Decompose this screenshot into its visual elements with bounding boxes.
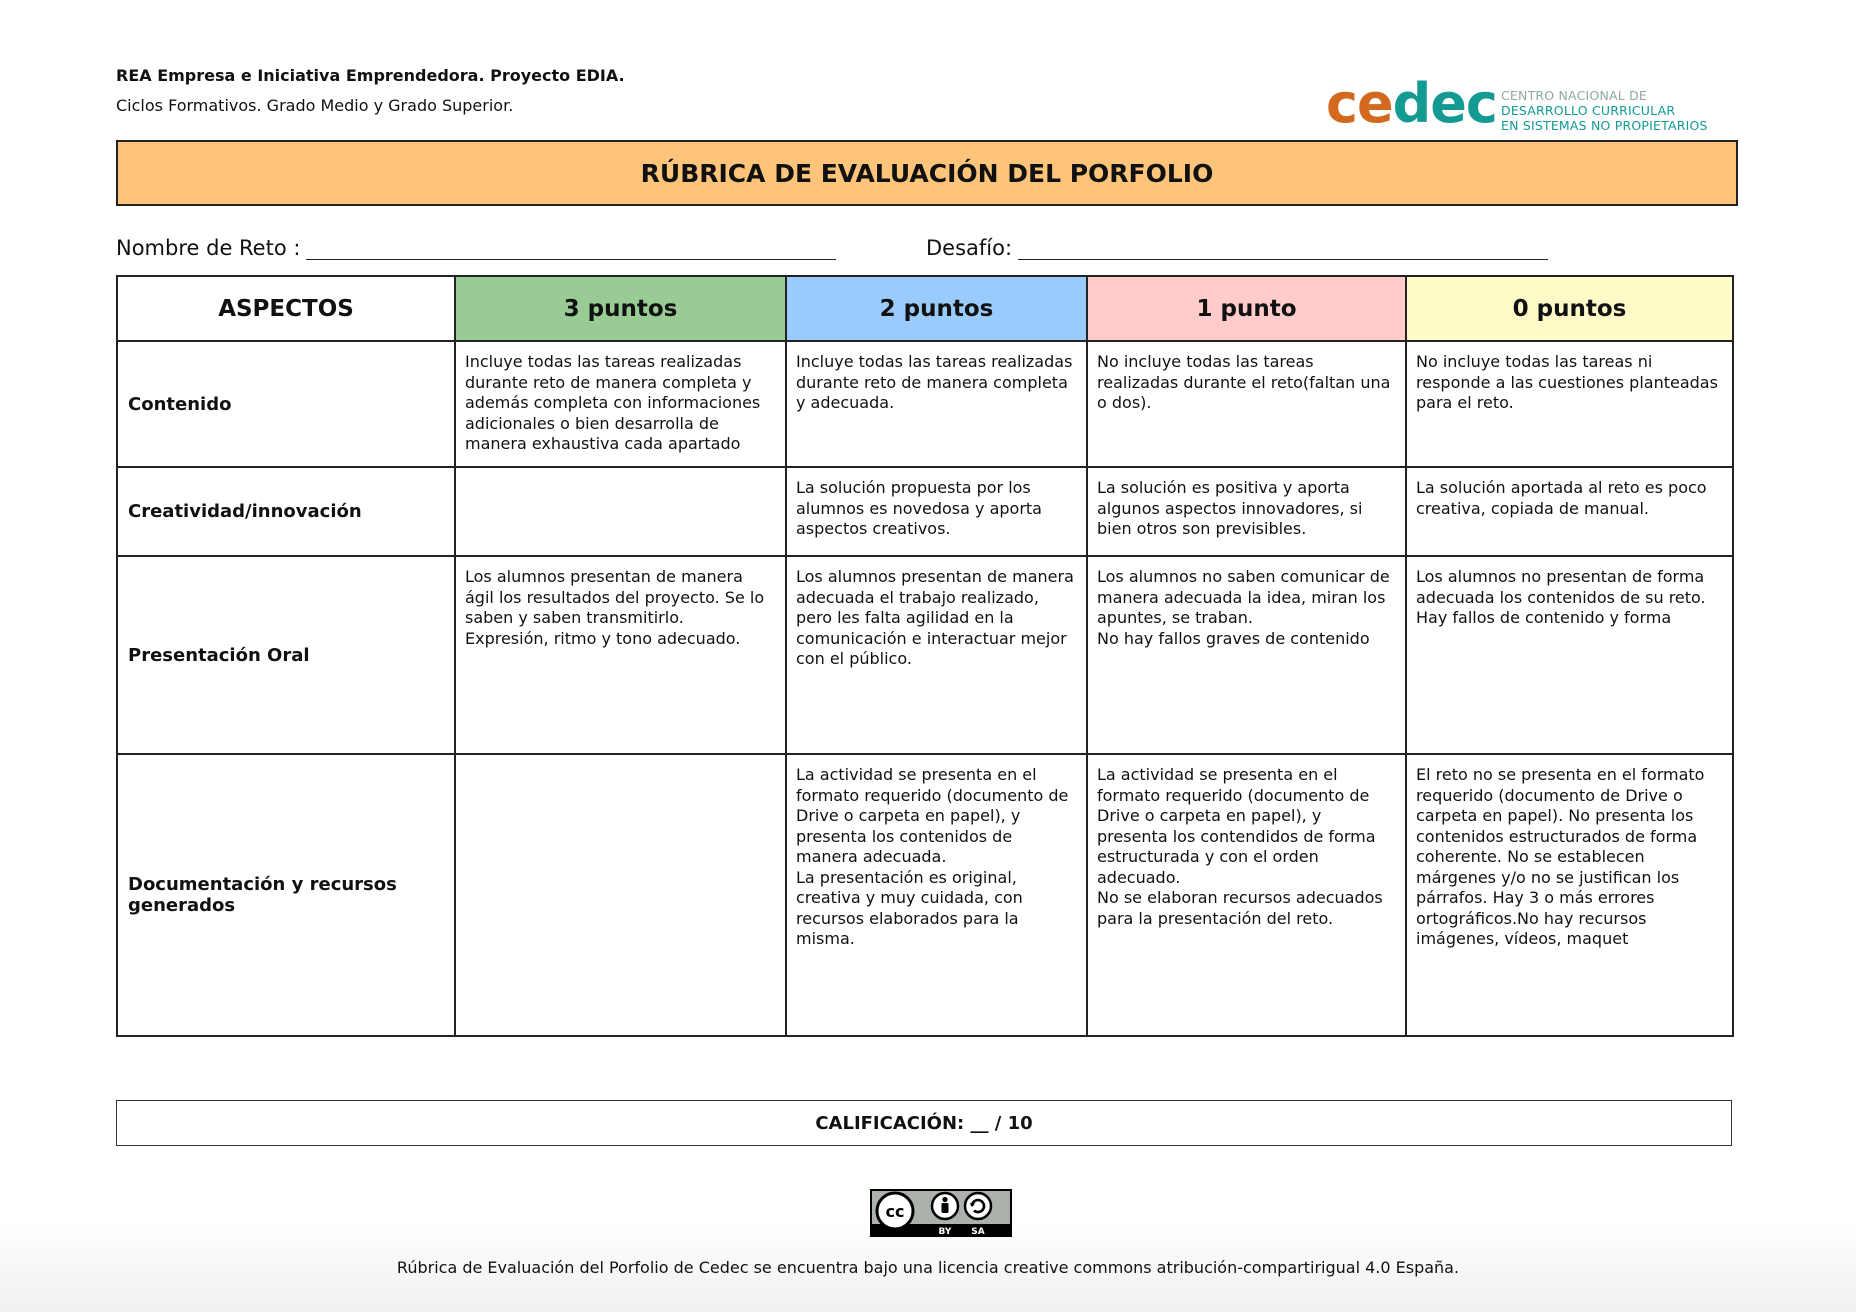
criteria-cell: No incluye todas las tareas ni responde a las cuestiones planteadas para el reto. <box>1406 341 1733 467</box>
criteria-cell: La solución es positiva y aporta algunos aspectos innovadores, si bien otros son previsibles. <box>1087 467 1406 556</box>
desafio-label: Desafío: <box>926 236 1013 260</box>
header-1-punto: 1 punto <box>1087 276 1406 341</box>
criteria-cell <box>455 754 786 1036</box>
criteria-cell: No incluye todas las tareas realizadas durante el reto(faltan una o dos). <box>1087 341 1406 467</box>
rubric-table <box>116 275 1734 1037</box>
reto-name-label: Nombre de Reto : <box>116 236 301 260</box>
cc-sa-label: SA <box>971 1227 985 1237</box>
header-subtitle: Ciclos Formativos. Grado Medio y Grado Superior. <box>116 96 514 115</box>
reto-name-field <box>116 236 836 260</box>
criteria-cell: La actividad se presenta en el formato requerido (documento de Drive o carpeta en papel), y presenta los contendidos de forma estructurada y con el orden adecuado. No se elaboran recursos adecuados para la presentación del reto. <box>1087 754 1406 1036</box>
cedec-logo-word: cedec <box>1326 72 1497 135</box>
table-row <box>117 754 1733 1036</box>
cc-by-label: BY <box>938 1227 952 1237</box>
table-row <box>117 341 1733 467</box>
header-project-title: REA Empresa e Iniciativa Emprendedora. Proyecto EDIA. <box>116 66 625 85</box>
header-3-puntos: 3 puntos <box>455 276 786 341</box>
criteria-cell: La actividad se presenta en el formato requerido (documento de Drive o carpeta en papel), y presenta los contenidos de manera adecuada. La presentación es original, creativa y muy cuidada, con recursos elaborados para la misma. <box>786 754 1087 1036</box>
criteria-cell: La solución propuesta por los alumnos es novedosa y aporta aspectos creativos. <box>786 467 1087 556</box>
criteria-cell: El reto no se presenta en el formato requerido (documento de Drive o carpeta en papel). No presenta los contenidos estructurados de forma coherente. No se establecen márgenes y/o no se justifican los párrafos. Hay 3 o más errores ortográficos.No hay recursos imágenes, vídeos, maquet <box>1406 754 1733 1036</box>
svg-text:cc: cc <box>885 1202 905 1221</box>
license-footer: Rúbrica de Evaluación del Porfolio de Cedec se encuentra bajo una licencia creative commons atribución-compartirigual 4.0 España. <box>396 1258 1460 1277</box>
table-row <box>117 556 1733 754</box>
reto-name-blank <box>306 238 836 260</box>
criteria-cell: Incluye todas las tareas realizadas durante reto de manera completa y además completa con informaciones adicionales o bien desarrolla de manera exhaustiva cada apartado <box>455 341 786 467</box>
desafio-blank <box>1018 238 1548 260</box>
cedec-logo-subtitle: CENTRO NACIONAL DE DESARROLLO CURRICULAR EN SISTEMAS NO PROPIETARIOS <box>1501 88 1708 133</box>
criteria-cell: Los alumnos presentan de manera adecuada el trabajo realizado, pero les falta agilidad en la comunicación e interactuar mejor con el público. <box>786 556 1087 754</box>
criteria-cell: La solución aportada al reto es poco creativa, copiada de manual. <box>1406 467 1733 556</box>
criteria-cell: Los alumnos presentan de manera ágil los resultados del proyecto. Se lo saben y saben transmitirlo. Expresión, ritmo y tono adecuado. <box>455 556 786 754</box>
aspect-label: Creatividad/innovación <box>117 467 455 556</box>
cedec-logo <box>1326 72 1708 140</box>
aspect-label: Documentación y recursos generados <box>117 754 455 1036</box>
grade-box: CALIFICACIÓN: __ / 10 <box>116 1100 1732 1146</box>
table-header-row <box>117 276 1733 341</box>
table-row <box>117 467 1733 556</box>
desafio-field <box>926 236 1548 260</box>
header-2-puntos: 2 puntos <box>786 276 1087 341</box>
criteria-cell <box>455 467 786 556</box>
aspect-label: Presentación Oral <box>117 556 455 754</box>
aspect-label: Contenido <box>117 341 455 467</box>
criteria-cell: Los alumnos no presentan de forma adecuada los contenidos de su reto. Hay fallos de contenido y forma <box>1406 556 1733 754</box>
criteria-cell: Incluye todas las tareas realizadas durante reto de manera completa y adecuada. <box>786 341 1087 467</box>
header-0-puntos: 0 puntos <box>1406 276 1733 341</box>
criteria-cell: Los alumnos no saben comunicar de manera adecuada la idea, miran los apuntes, se traban. No hay fallos graves de contenido <box>1087 556 1406 754</box>
header-aspectos: ASPECTOS <box>117 276 455 341</box>
cc-by-sa-icon <box>870 1189 1012 1237</box>
rubric-title: RÚBRICA DE EVALUACIÓN DEL PORFOLIO <box>116 140 1738 206</box>
